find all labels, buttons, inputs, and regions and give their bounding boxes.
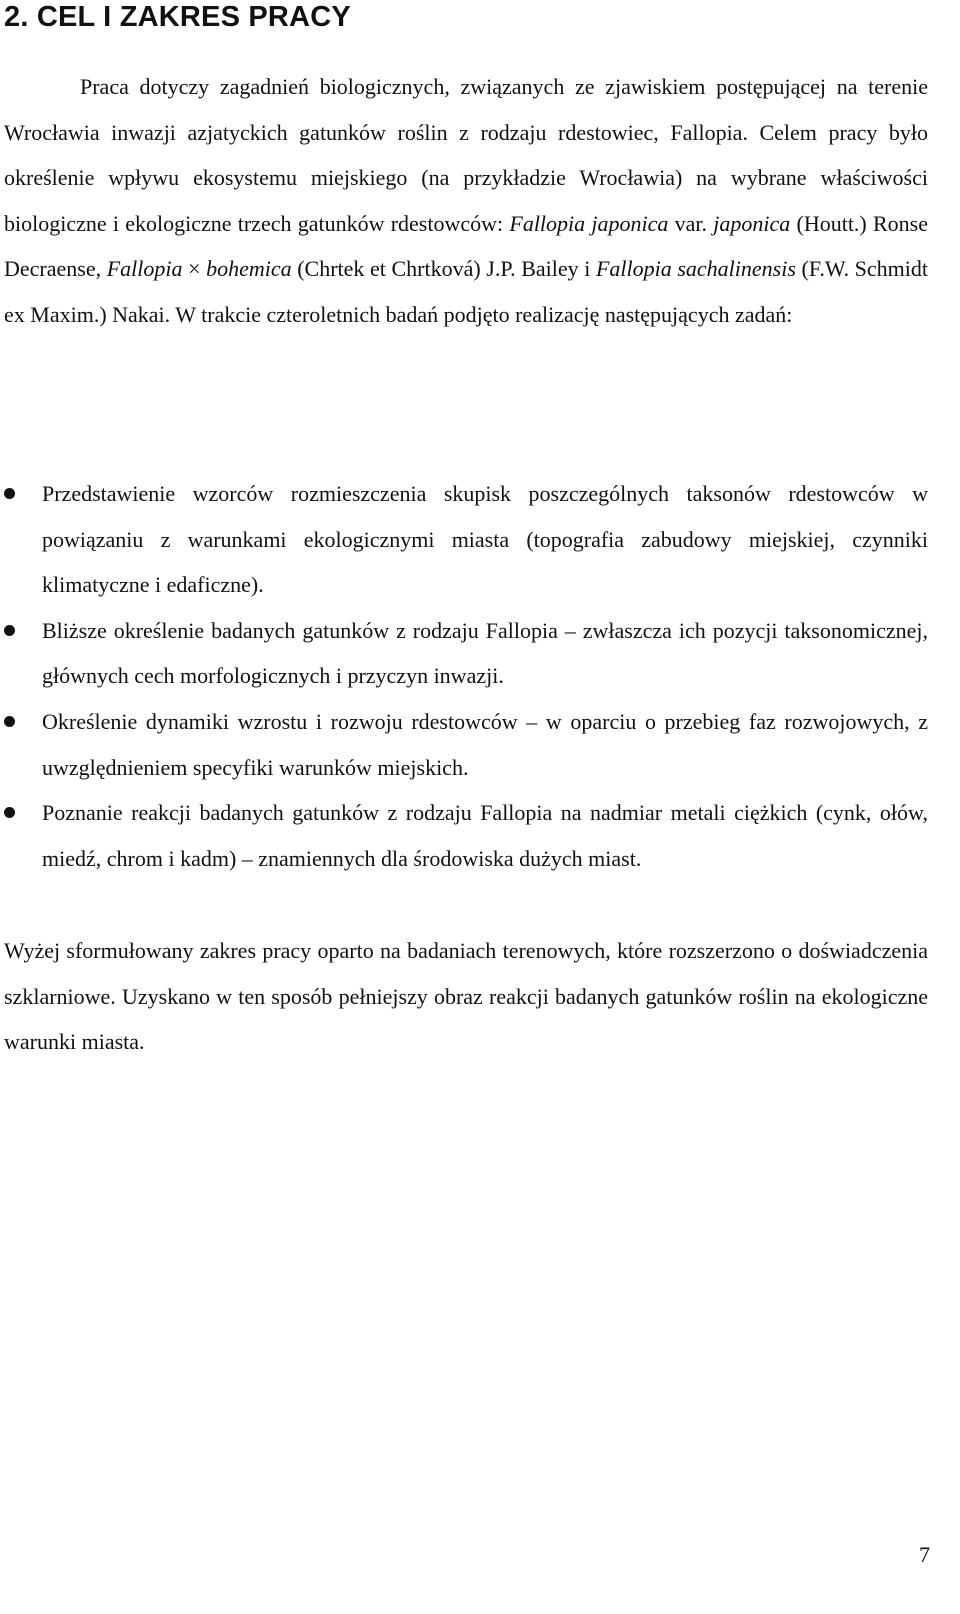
task-text: Bliższe określenie badanych gatunków z rodzaju Fallopia – zwłaszcza ich pozycji taksonomicznej, głównych cech morfologicznych i przyczyn inwazji.: [42, 617, 928, 689]
bullet-icon: [4, 625, 15, 636]
task-text: Poznanie reakcji badanych gatunków z rodzaju Fallopia na nadmiar metali ciężkich (cynk, ołów, miedź, chrom i kadm) – znamiennych dla środowiska dużych miast.: [42, 800, 928, 871]
bullet-icon: [4, 807, 15, 818]
list-item: [4, 471, 928, 608]
list-item: [4, 608, 928, 699]
intro-text-1: Praca dotyczy zagadnień biologicznych, związanych ze zjawiskiem postępującej na terenie Wrocławia inwazji azjatyckich gatunków roślin z rodzaju rdestowiec, Fallopia. Celem pracy było określenie wpływu ekosystemu miejskiego (na przykładzie Wrocławia) na wybrane właściwości biologiczne i ekologiczne trzech gatunków rdestowców:: [4, 74, 928, 236]
page-number: 7: [919, 1542, 930, 1567]
list-item: [4, 790, 928, 881]
intro-text-6: (F.W. Schmidt ex Maxim.) Nakai. W trakcie czteroletnich badań podjęto realizację następujących zadań:: [4, 256, 928, 327]
intro-text-5: (Chrtek et Chrtková) J.P. Bailey i: [291, 256, 596, 282]
section-heading: 2. CEL I ZAKRES PRACY: [4, 1, 351, 33]
intro-text-3: (Houtt.) Ronse Decraense,: [4, 210, 928, 282]
species-name: Fallopia japonica: [509, 210, 669, 236]
bullet-icon: [4, 716, 15, 727]
task-list: [4, 471, 928, 881]
intro-text-2: var.: [668, 210, 714, 236]
intro-text-4: ×: [182, 256, 207, 282]
variety-name: japonica: [713, 210, 791, 236]
species-name-sachalinensis: Fallopia sachalinensis: [595, 256, 796, 282]
closing-paragraph: Wyżej sformułowany zakres pracy oparto na badaniach terenowych, które rozszerzono o doświadczenia szklarniowe. Uzyskano w ten sposób pełniejszy obraz reakcji badanych gatunków roślin na ekologiczne warunki miasta.: [4, 938, 928, 1055]
hybrid-epithet: bohemica: [206, 256, 292, 282]
list-item: [4, 699, 928, 790]
bullet-icon: [4, 488, 15, 499]
task-text: Określenie dynamiki wzrostu i rozwoju rdestowców – w oparciu o przebieg faz rozwojowych, z uwzględnieniem specyfiki warunków miejskich.: [42, 708, 928, 780]
intro-paragraph: [4, 64, 928, 338]
task-text: Przedstawienie wzorców rozmieszczenia skupisk poszczególnych taksonów rdestowców w powiązaniu z warunkami ekologicznymi miasta (topografia zabudowy miejskiej, czynniki klimatyczne i edaficzne).: [42, 481, 928, 598]
hybrid-genus-name: Fallopia: [106, 256, 183, 282]
